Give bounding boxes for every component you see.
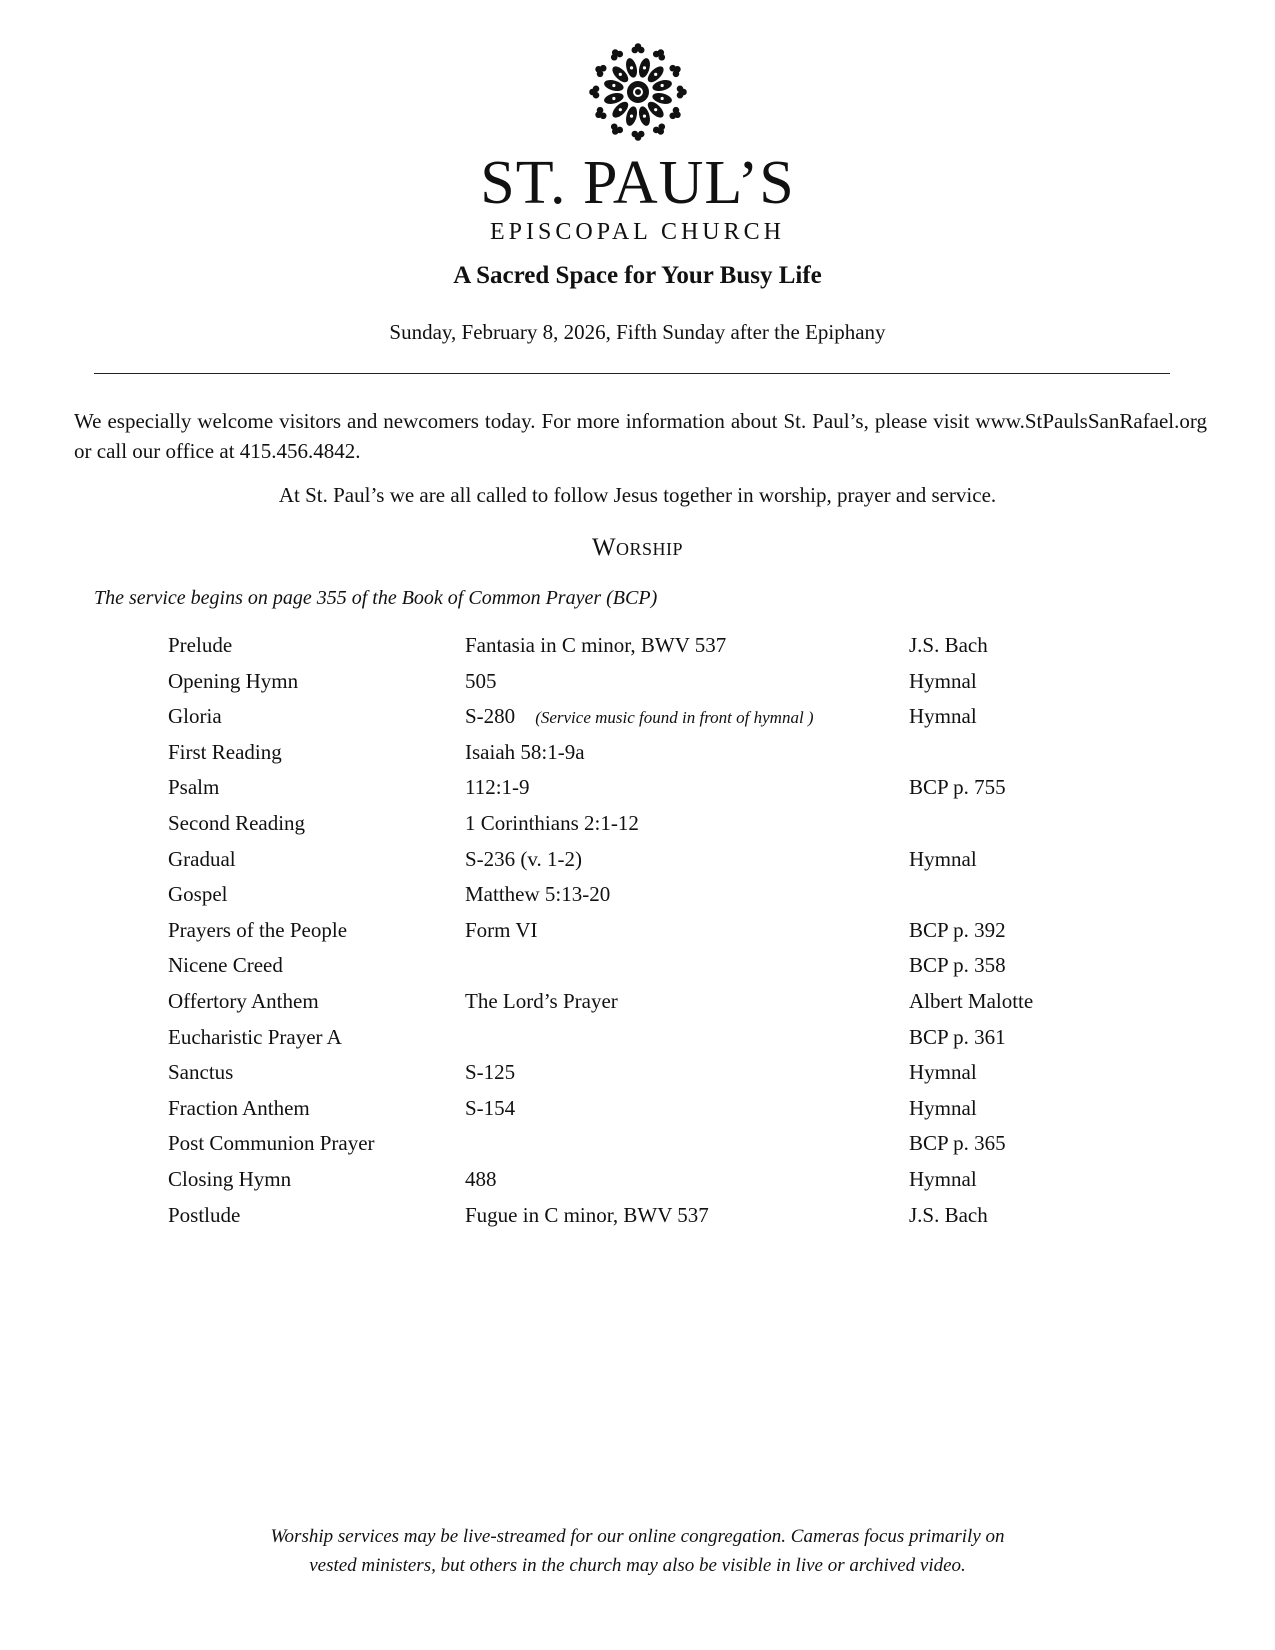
- order-detail: 1 Corinthians 2:1-12: [465, 810, 639, 835]
- welcome-paragraph: We especially welcome visitors and newcomers today. For more information about St. Paul’s, please visit www.StPaulsSanRafael.org or call our office at 415.456.4842.: [74, 409, 1207, 463]
- logo-trefoil-lobe: [657, 128, 664, 135]
- order-item: Postlude: [168, 1202, 241, 1227]
- church-rose-window-logo: [583, 42, 693, 142]
- order-source: Hymnal: [909, 704, 977, 729]
- order-row: [168, 772, 1088, 808]
- order-row: [168, 950, 1088, 986]
- order-source: Hymnal: [909, 1095, 977, 1120]
- order-detail: Fugue in C minor, BWV 537: [465, 1202, 709, 1227]
- order-item: Offertory Anthem: [168, 988, 319, 1013]
- logo-trefoil-lobe: [595, 111, 602, 118]
- order-item: Closing Hymn: [168, 1166, 292, 1191]
- logo-petal-eye: [661, 84, 664, 87]
- order-item: Opening Hymn: [168, 668, 299, 693]
- order-source: BCP p. 358: [909, 953, 1006, 978]
- order-row: [168, 986, 1088, 1022]
- service-music-note: (Service music found in front of hymnal ): [535, 708, 814, 728]
- order-item: First Reading: [168, 739, 282, 764]
- order-detail: Fantasia in C minor, BWV 537: [465, 633, 727, 657]
- order-item: Prelude: [168, 633, 233, 657]
- service-note: The service begins on page 355 of the Book of Common Prayer (BCP): [94, 587, 658, 609]
- order-item: Fraction Anthem: [168, 1095, 310, 1120]
- order-source: Hymnal: [909, 1060, 977, 1085]
- order-source: BCP p. 361: [909, 1024, 1006, 1049]
- order-row: [168, 915, 1088, 951]
- order-item: Eucharistic Prayer A: [168, 1024, 342, 1049]
- logo-trefoil-lobe: [595, 66, 602, 73]
- logo-trefoil-lobe: [612, 49, 619, 56]
- order-row: [168, 1022, 1088, 1058]
- order-row: [168, 666, 1088, 702]
- logo-petal-eye: [643, 115, 646, 118]
- divider: [94, 373, 1170, 374]
- order-detail: S-125: [465, 1060, 516, 1085]
- order-detail: 112:1-9: [465, 775, 530, 800]
- order-detail: 488: [465, 1166, 497, 1191]
- logo-center-dot: [635, 89, 641, 95]
- order-source: Hymnal: [909, 846, 977, 871]
- order-item: Second Reading: [168, 810, 306, 835]
- livestream-notice: [0, 1522, 1275, 1580]
- order-detail: S-280: [465, 704, 516, 729]
- order-detail-with-note: [465, 701, 814, 733]
- order-source: J.S. Bach: [909, 633, 988, 657]
- service-date: Sunday, February 8, 2026, Fifth Sunday after the Epiphany: [389, 320, 886, 344]
- logo-trefoil-lobe: [680, 89, 687, 96]
- order-row: [168, 737, 1088, 773]
- logo-petal-eye: [619, 73, 622, 76]
- mission-statement: At St. Paul’s we are all called to follow Jesus together in worship, prayer and service.: [278, 483, 997, 507]
- order-row: [168, 1057, 1088, 1093]
- logo-petal-eye: [661, 97, 664, 100]
- logo-trefoil-lobe: [635, 134, 642, 141]
- order-source: BCP p. 392: [909, 917, 1006, 942]
- logo-petal-eye: [612, 84, 615, 87]
- order-row: [168, 1164, 1088, 1200]
- order-item: Gradual: [168, 846, 236, 871]
- livestream-notice-line-2: vested ministers, but others in the church may also be visible in live or archived video.: [309, 1555, 966, 1576]
- church-name: ST. PAUL’S: [480, 149, 795, 217]
- order-item: Nicene Creed: [168, 953, 283, 978]
- logo-petal-eye: [619, 108, 622, 111]
- order-row: [168, 808, 1088, 844]
- order-item: Gospel: [168, 882, 228, 907]
- tagline: A Sacred Space for Your Busy Life: [453, 262, 822, 289]
- logo-trefoil-lobe: [674, 66, 681, 73]
- order-row: [168, 1093, 1088, 1129]
- logo-trefoil-lobe: [674, 111, 681, 118]
- order-item: Sanctus: [168, 1060, 234, 1085]
- order-row: [168, 1200, 1088, 1236]
- order-row: [168, 844, 1088, 880]
- order-source: Albert Malotte: [909, 988, 1034, 1013]
- church-subtitle: EPISCOPAL CHURCH: [490, 219, 785, 245]
- logo-trefoil-lobe: [635, 43, 642, 50]
- order-source: BCP p. 365: [909, 1131, 1006, 1156]
- order-row: [168, 630, 1088, 666]
- order-source: BCP p. 755: [909, 775, 1006, 800]
- order-detail: Isaiah 58:1-9a: [465, 739, 585, 764]
- order-detail: S-236 (v. 1-2): [465, 846, 583, 871]
- logo-petal-eye: [630, 115, 633, 118]
- logo-trefoil-lobe: [657, 49, 664, 56]
- order-of-service: [168, 630, 1088, 1235]
- logo-trefoil-lobe: [589, 89, 596, 96]
- order-detail: S-154: [465, 1095, 516, 1120]
- order-item: Post Communion Prayer: [168, 1131, 375, 1156]
- logo-petal-eye: [643, 66, 646, 69]
- logo-petal-eye: [654, 73, 657, 76]
- logo-trefoil-lobe: [612, 128, 619, 135]
- order-detail: Matthew 5:13-20: [465, 882, 611, 907]
- order-detail: 505: [465, 668, 497, 693]
- order-source: Hymnal: [909, 1166, 977, 1191]
- worship-heading: Worship: [591, 534, 684, 561]
- order-row: [168, 879, 1088, 915]
- order-detail: Form VI: [465, 917, 538, 942]
- logo-petal-eye: [654, 108, 657, 111]
- order-item: Psalm: [168, 775, 220, 800]
- order-row: [168, 1128, 1088, 1164]
- logo-petal-eye: [630, 66, 633, 69]
- order-source: Hymnal: [909, 668, 977, 693]
- order-item: Gloria: [168, 704, 222, 729]
- livestream-notice-line-1: Worship services may be live-streamed for our online congregation. Cameras focus primarily on: [270, 1526, 1005, 1547]
- logo-petal-eye: [612, 97, 615, 100]
- order-source: J.S. Bach: [909, 1202, 988, 1227]
- order-detail: The Lord’s Prayer: [465, 988, 618, 1013]
- order-row: [168, 701, 1088, 737]
- order-item: Prayers of the People: [168, 917, 348, 942]
